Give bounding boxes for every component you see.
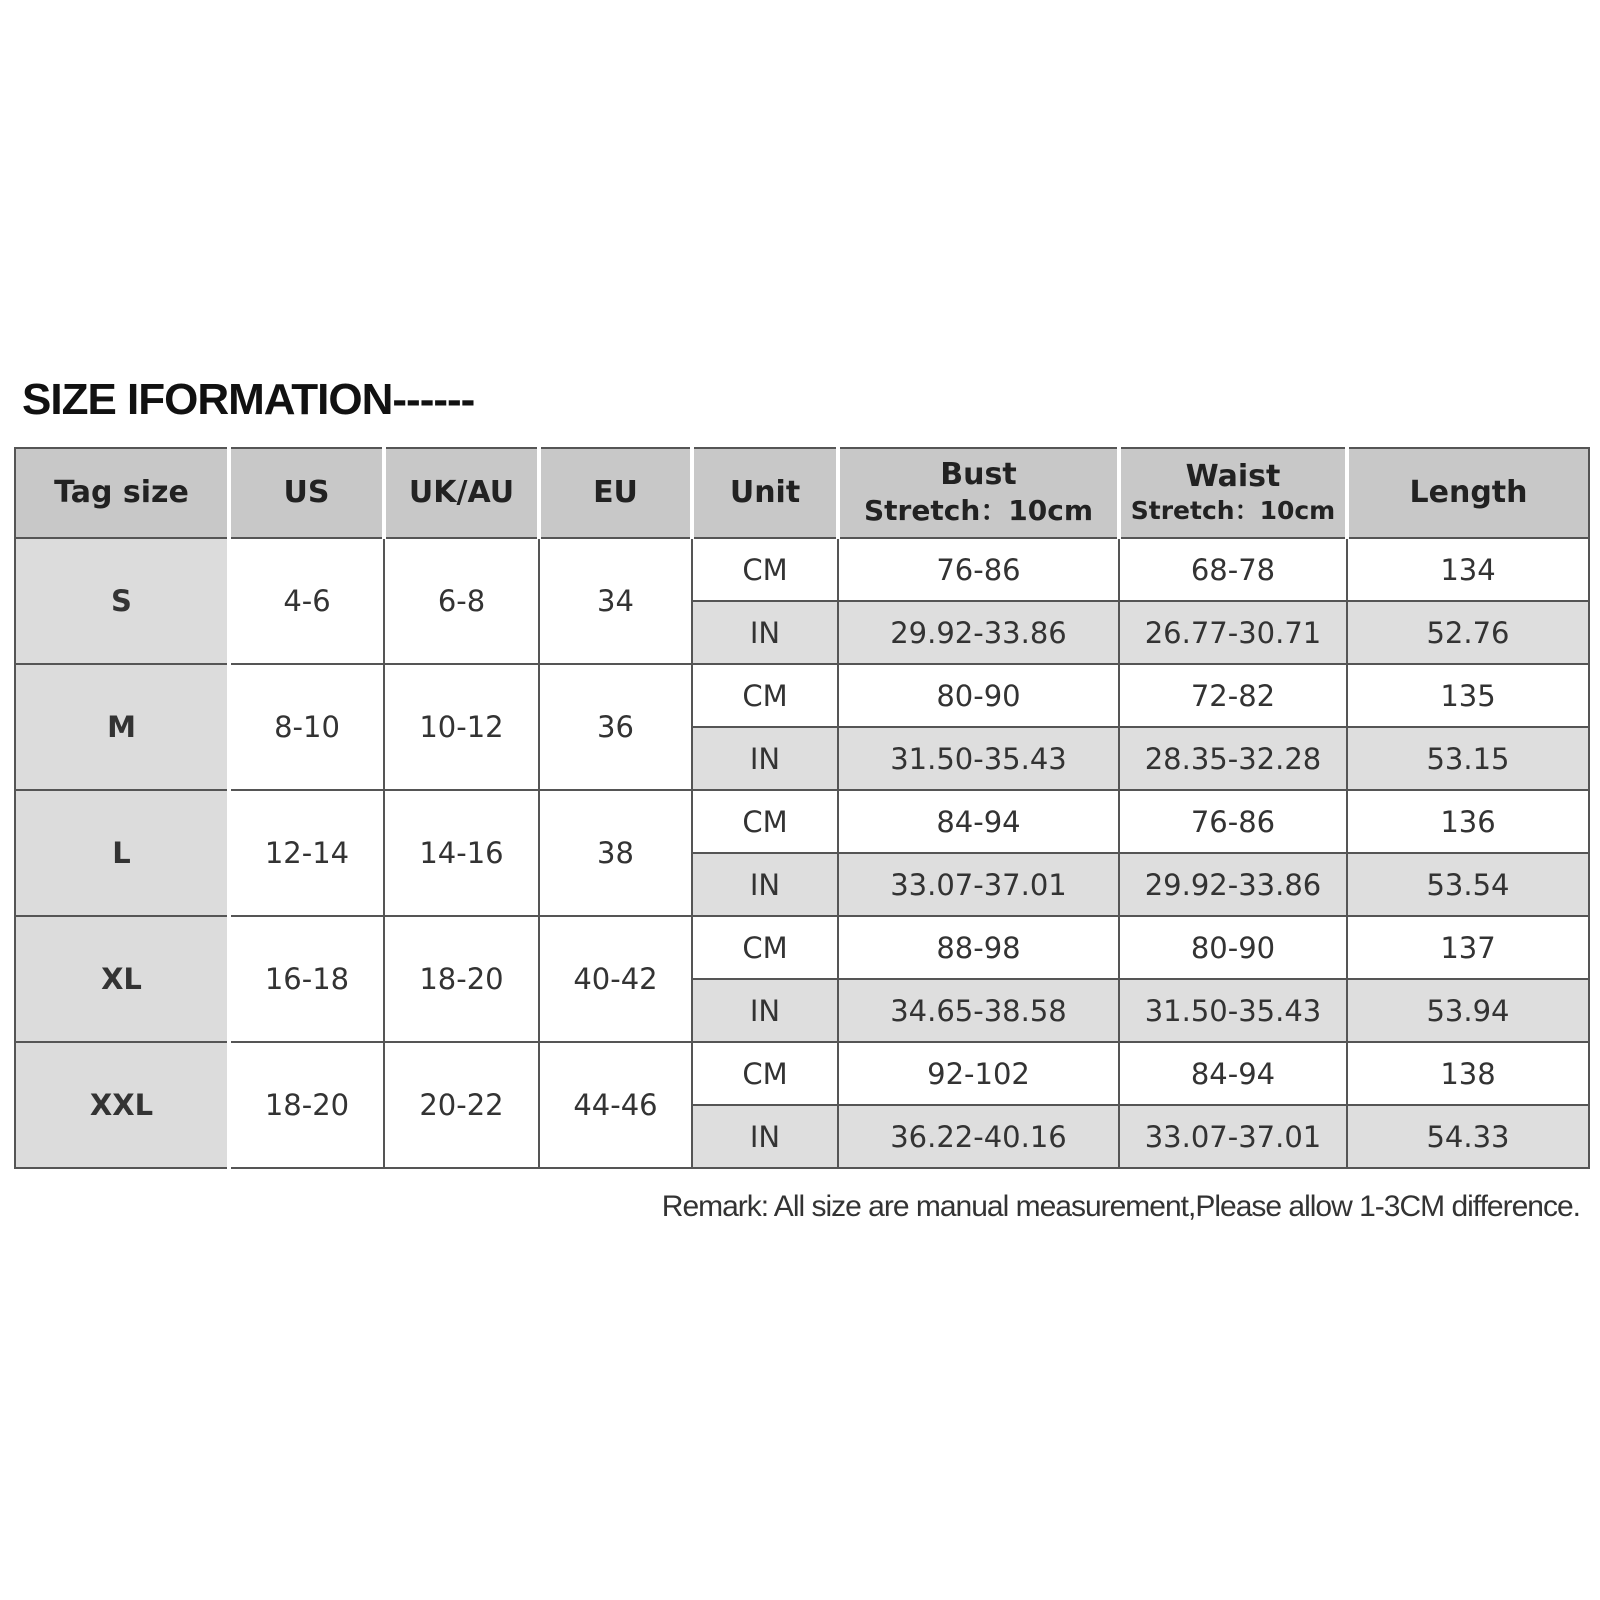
length-cell: 53.15	[1347, 727, 1589, 790]
header-uk-au: UK/AU	[384, 448, 539, 538]
unit-cell: IN	[692, 727, 838, 790]
header-bust-stretch: Stretch：10cm	[863, 493, 1093, 527]
uk-au-size-cell: 14-16	[384, 790, 539, 916]
us-size-cell: 4-6	[229, 538, 384, 664]
bust-cell: 88-98	[838, 916, 1119, 979]
header-unit: Unit	[692, 448, 838, 538]
unit-cell: CM	[692, 916, 838, 979]
header-waist	[1119, 448, 1347, 538]
header-eu: EU	[539, 448, 692, 538]
eu-size-cell: 36	[539, 664, 692, 790]
table-row-cm	[15, 916, 1589, 979]
us-size-cell: 8-10	[229, 664, 384, 790]
uk-au-size-cell: 20-22	[384, 1042, 539, 1168]
unit-cell: IN	[692, 853, 838, 916]
header-length: Length	[1347, 448, 1589, 538]
waist-cell: 84-94	[1119, 1042, 1347, 1105]
tag-size-cell: M	[15, 664, 229, 790]
waist-cell: 26.77-30.71	[1119, 601, 1347, 664]
table-row-cm	[15, 790, 1589, 853]
table-row-cm	[15, 538, 1589, 601]
bust-cell: 29.92-33.86	[838, 601, 1119, 664]
header-tag-size: Tag size	[15, 448, 229, 538]
eu-size-cell: 34	[539, 538, 692, 664]
bust-cell: 84-94	[838, 790, 1119, 853]
size-chart-table	[14, 447, 1590, 1169]
bust-cell: 33.07-37.01	[838, 853, 1119, 916]
us-size-cell: 16-18	[229, 916, 384, 1042]
bust-cell: 76-86	[838, 538, 1119, 601]
table-row-cm	[15, 664, 1589, 727]
length-cell: 134	[1347, 538, 1589, 601]
length-cell: 138	[1347, 1042, 1589, 1105]
unit-cell: CM	[692, 664, 838, 727]
length-cell: 52.76	[1347, 601, 1589, 664]
length-cell: 135	[1347, 664, 1589, 727]
uk-au-size-cell: 10-12	[384, 664, 539, 790]
table-header-row	[15, 448, 1589, 538]
header-waist-label: Waist	[1185, 458, 1281, 494]
bust-cell: 31.50-35.43	[838, 727, 1119, 790]
bust-cell: 92-102	[838, 1042, 1119, 1105]
unit-cell: CM	[692, 538, 838, 601]
us-size-cell: 12-14	[229, 790, 384, 916]
bust-cell: 80-90	[838, 664, 1119, 727]
bust-cell: 34.65-38.58	[838, 979, 1119, 1042]
waist-cell: 31.50-35.43	[1119, 979, 1347, 1042]
eu-size-cell: 38	[539, 790, 692, 916]
waist-cell: 76-86	[1119, 790, 1347, 853]
tag-size-cell: S	[15, 538, 229, 664]
header-waist-stretch: Stretch：10cm	[1130, 495, 1336, 525]
length-cell: 54.33	[1347, 1105, 1589, 1168]
us-size-cell: 18-20	[229, 1042, 384, 1168]
waist-cell: 80-90	[1119, 916, 1347, 979]
eu-size-cell: 40-42	[539, 916, 692, 1042]
waist-cell: 28.35-32.28	[1119, 727, 1347, 790]
length-cell: 53.54	[1347, 853, 1589, 916]
tag-size-cell: XXL	[15, 1042, 229, 1168]
length-cell: 137	[1347, 916, 1589, 979]
waist-cell: 72-82	[1119, 664, 1347, 727]
uk-au-size-cell: 6-8	[384, 538, 539, 664]
header-bust	[838, 448, 1119, 538]
unit-cell: CM	[692, 1042, 838, 1105]
bust-cell: 36.22-40.16	[838, 1105, 1119, 1168]
eu-size-cell: 44-46	[539, 1042, 692, 1168]
remark-note: Remark: All size are manual measurement,Please allow 1-3CM difference.	[661, 1190, 1580, 1223]
unit-cell: CM	[692, 790, 838, 853]
table-row-cm	[15, 1042, 1589, 1105]
unit-cell: IN	[692, 979, 838, 1042]
header-bust-label: Bust	[940, 456, 1017, 492]
length-cell: 136	[1347, 790, 1589, 853]
tag-size-cell: L	[15, 790, 229, 916]
waist-cell: 68-78	[1119, 538, 1347, 601]
waist-cell: 29.92-33.86	[1119, 853, 1347, 916]
waist-cell: 33.07-37.01	[1119, 1105, 1347, 1168]
unit-cell: IN	[692, 601, 838, 664]
tag-size-cell: XL	[15, 916, 229, 1042]
uk-au-size-cell: 18-20	[384, 916, 539, 1042]
page-title: SIZE IFORMATION------	[22, 375, 475, 424]
length-cell: 53.94	[1347, 979, 1589, 1042]
unit-cell: IN	[692, 1105, 838, 1168]
header-us: US	[229, 448, 384, 538]
